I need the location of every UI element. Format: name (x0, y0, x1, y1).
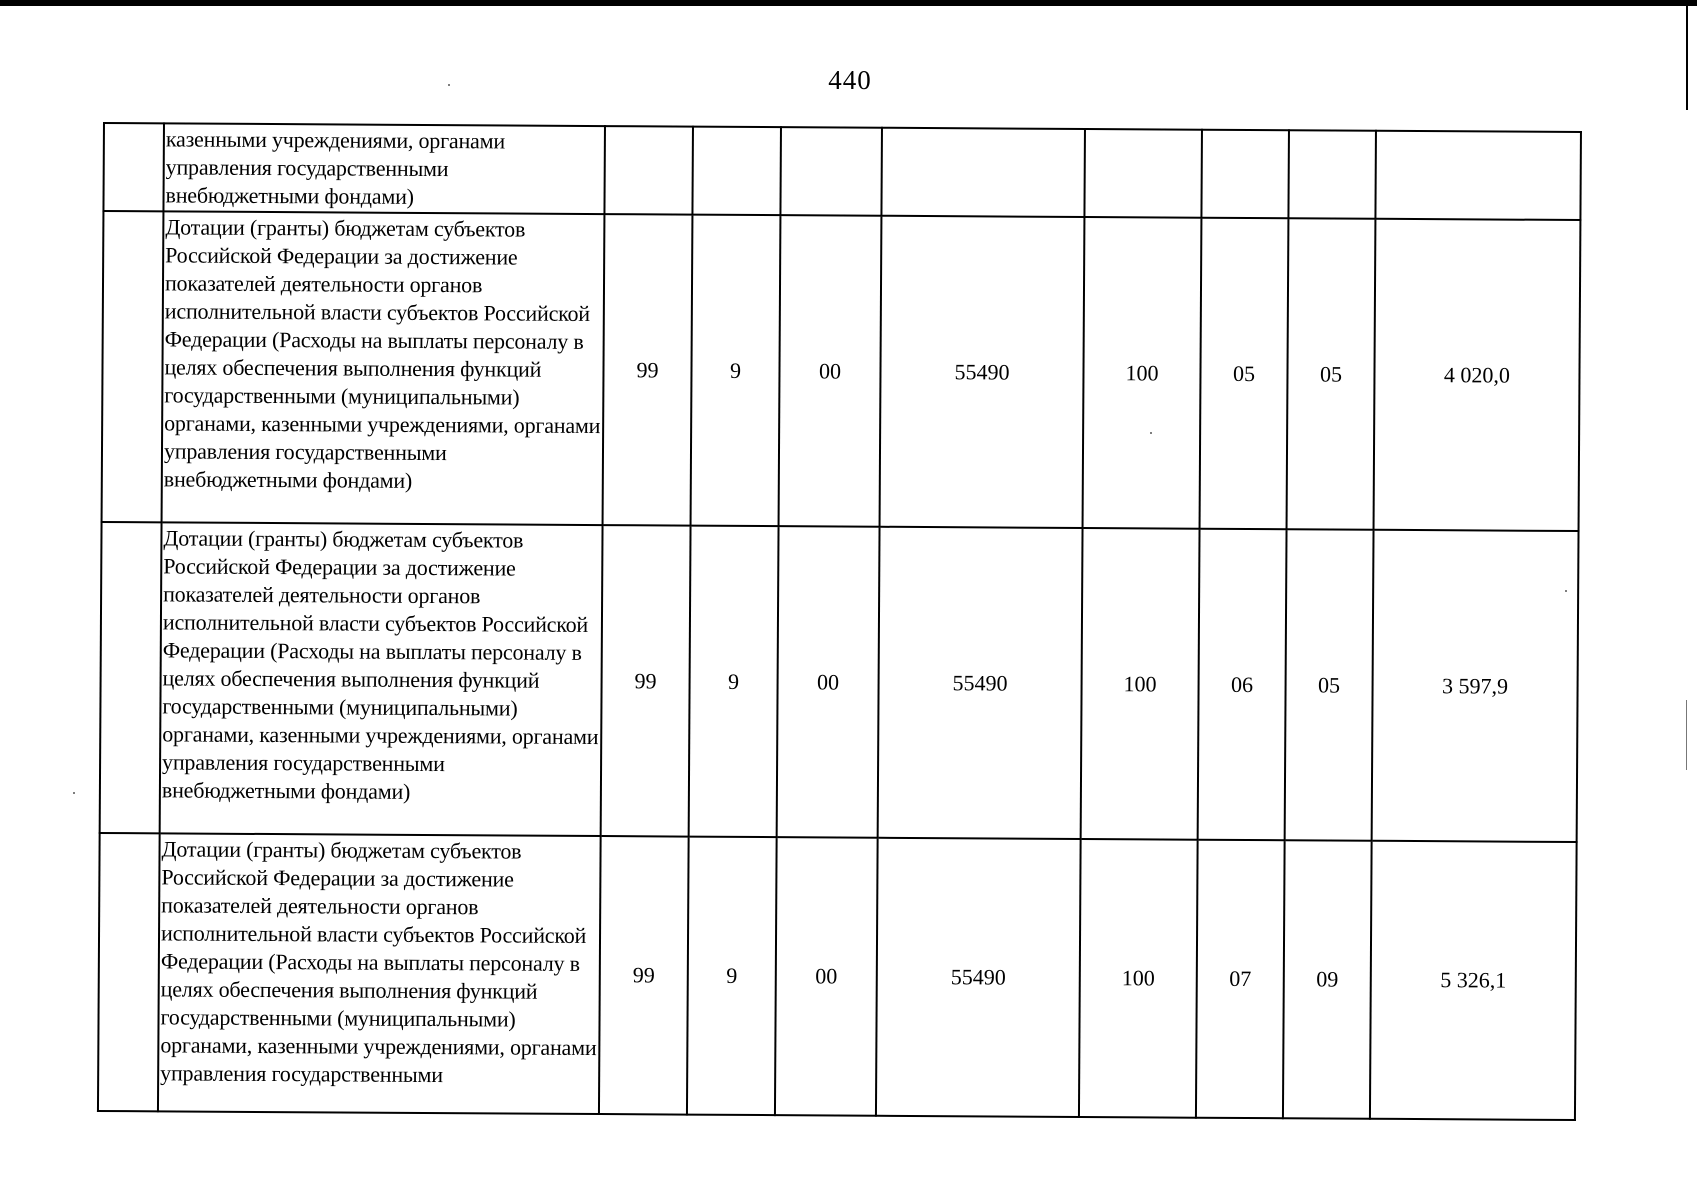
table-row (102, 211, 1581, 531)
description-cell: Дотации (гранты) бюджетам субъектов Российской Федерации за достижение показателей деятельности органов исполнительной власти субъектов Российской Федерации (Расходы на выплаты персоналу в целях обеспечения выполнения функций государственными (муниципальными) органами, казенными учреждениями, органами управления государственными внебюджетными фондами) (162, 211, 605, 525)
scan-right-edge (1686, 0, 1688, 110)
code-cell: 55490 (880, 216, 1085, 528)
code-cell: 99 (599, 836, 689, 1115)
scan-top-edge (0, 0, 1697, 6)
code-cell: 55490 (878, 527, 1083, 839)
code-cell (780, 127, 882, 216)
row-index-cell (98, 833, 160, 1111)
scan-speck (448, 84, 450, 86)
amount-cell: 4 020,0 (1374, 219, 1581, 531)
amount-cell: 5 326,1 (1370, 841, 1577, 1120)
code-cell: 55490 (876, 838, 1081, 1117)
table-row (100, 522, 1579, 842)
code-cell: 100 (1083, 217, 1202, 529)
code-cell: 00 (777, 526, 880, 838)
description-cell: казенными учреждениями, органами управления государственными внебюджетными фондами) (163, 123, 605, 214)
code-cell: 05 (1287, 218, 1376, 530)
page-number: 440 (828, 65, 872, 95)
description-cell: Дотации (гранты) бюджетам субъектов Российской Федерации за достижение показателей деятельности органов исполнительной власти субъектов Российской Федерации (Расходы на выплаты персоналу в целях обеспечения выполнения функций государственными (муниципальными) органами, казенными учреждениями, органами управления государственными (158, 833, 601, 1114)
code-cell: 09 (1283, 840, 1372, 1119)
code-cell: 100 (1081, 528, 1200, 840)
code-cell: 00 (775, 837, 878, 1116)
code-cell: 07 (1196, 840, 1285, 1119)
table-row (103, 123, 1581, 220)
code-cell (1288, 130, 1376, 219)
description-cell: Дотации (гранты) бюджетам субъектов Российской Федерации за достижение показателей деятельности органов исполнительной власти субъектов Российской Федерации (Расходы на выплаты персоналу в целях обеспечения выполнения функций государственными (муниципальными) органами, казенными учреждениями, органами управления государственными внебюджетными фондами) (160, 522, 603, 836)
scan-speck (73, 792, 75, 794)
row-index-cell (100, 522, 162, 833)
code-cell: 05 (1285, 529, 1374, 841)
code-cell: 9 (689, 526, 779, 838)
budget-table (97, 122, 1582, 1121)
amount-cell (1375, 131, 1581, 220)
code-cell (1201, 130, 1289, 219)
code-cell (881, 128, 1085, 217)
code-cell (692, 127, 781, 216)
code-cell: 00 (779, 215, 882, 527)
code-cell: 99 (601, 525, 691, 837)
table-row (98, 833, 1577, 1120)
code-cell: 99 (603, 214, 693, 526)
row-index-cell (103, 123, 164, 211)
code-cell: 9 (691, 215, 781, 527)
row-index-cell (102, 211, 164, 522)
code-cell: 05 (1200, 218, 1289, 530)
amount-cell: 3 597,9 (1372, 530, 1579, 842)
scan-right-edge-lower (1686, 700, 1687, 770)
code-cell (1084, 129, 1202, 218)
code-cell (604, 126, 693, 215)
code-cell: 9 (687, 837, 777, 1116)
code-cell: 06 (1198, 529, 1287, 841)
code-cell: 100 (1079, 839, 1198, 1118)
